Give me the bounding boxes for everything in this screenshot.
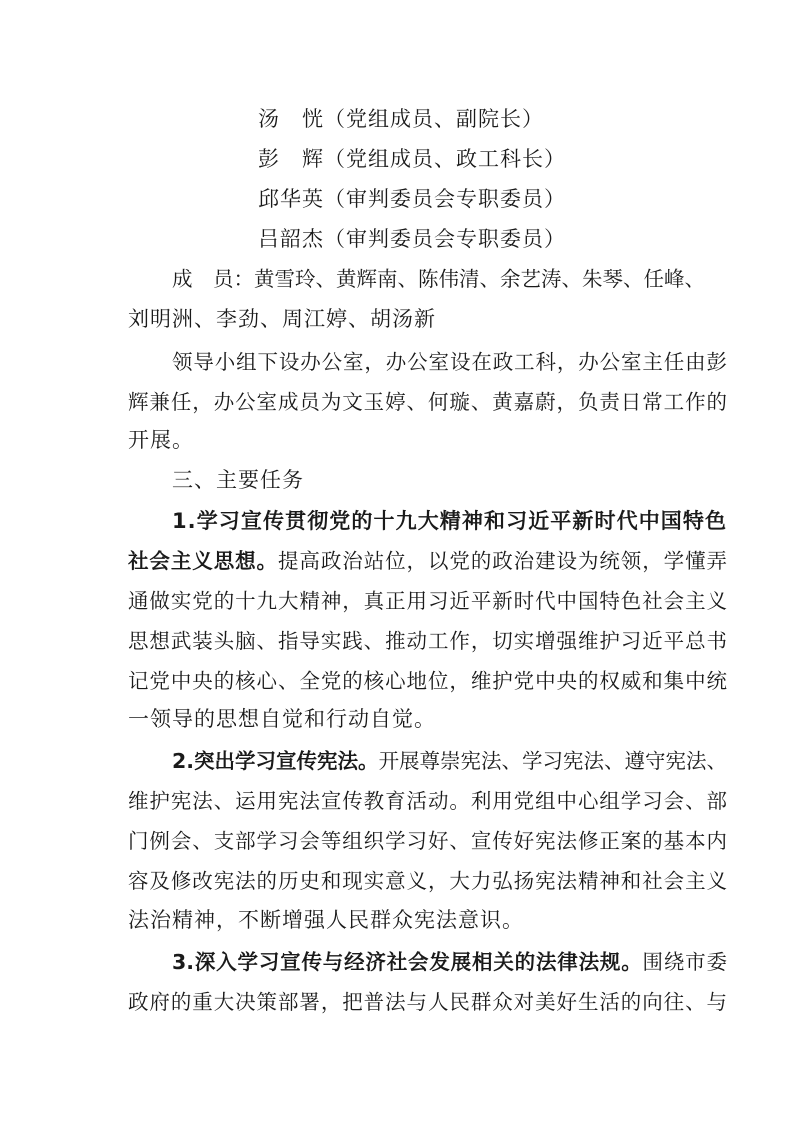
leader-role: （审判委员会专职委员）	[324, 187, 566, 211]
paragraph-line: 辉兼任，办公室成员为文玉婷、何璇、黄嘉蔚，负责日常工作的	[128, 390, 727, 414]
paragraph-line	[172, 748, 727, 774]
task-title: 社会主义思想。	[128, 549, 278, 573]
task-title: 3.深入学习宣传与经济社会发展相关的法律法规。	[172, 950, 643, 974]
paragraph-line	[172, 949, 727, 975]
paragraph-line: 领导小组下设办公室，办公室设在政工科，办公室主任由彭	[172, 350, 727, 374]
leader-row	[258, 186, 566, 212]
leader-name: 汤 恍	[258, 107, 324, 131]
leader-name: 吕韶杰	[258, 227, 324, 251]
task-text: 围绕市委	[642, 950, 727, 974]
leader-role: （党组成员、政工科长）	[324, 147, 566, 171]
paragraph-line: 容及修改宪法的历史和现实意义，大力弘扬宪法精神和社会主义	[128, 869, 727, 893]
task-text: 开展尊崇宪法、学习宪法、遵守宪法、	[378, 749, 728, 773]
members-line: 刘明洲、李劲、周江婷、胡汤新	[128, 307, 436, 331]
members-label: 成 员：	[172, 267, 254, 291]
leader-name: 彭 辉	[258, 147, 324, 171]
leader-role: （党组成员、副院长）	[324, 107, 544, 131]
leader-role: （审判委员会专职委员）	[324, 227, 566, 251]
leader-row	[258, 226, 566, 252]
task-title: 1.学习宣传贯彻党的十九大精神和习近平新时代中国特色	[172, 509, 727, 533]
paragraph-line: 门例会、支部学习会等组织学习好、宣传好宪法修正案的基本内	[128, 829, 727, 853]
paragraph-line	[128, 548, 727, 574]
members-line	[172, 266, 720, 292]
paragraph-line: 政府的重大决策部署，把普法与人民群众对美好生活的向往、与	[128, 990, 727, 1014]
section-heading: 三、主要任务	[172, 468, 304, 492]
members-list: 黄雪玲、黄辉南、陈伟清、余艺涛、朱琴、任峰、	[254, 267, 705, 291]
task-title: 2.突出学习宣传宪法。	[172, 749, 379, 773]
paragraph-line: 开展。	[128, 428, 194, 452]
paragraph-line: 维护宪法、运用宪法宣传教育活动。利用党组中心组学习会、部	[128, 789, 727, 813]
leader-name: 邱华英	[258, 187, 324, 211]
paragraph-line: 一领导的思想自觉和行动自觉。	[128, 707, 436, 731]
paragraph-line: 通做实党的十九大精神，真正用习近平新时代中国特色社会主义	[128, 589, 727, 613]
paragraph-line: 思想武装头脑、指导实践、推动工作，切实增强维护习近平总书	[128, 629, 727, 653]
leader-row	[258, 106, 544, 132]
task-text: 提高政治站位，以党的政治建设为统领，学懂弄	[277, 549, 728, 573]
leader-row	[258, 146, 566, 172]
paragraph-line: 记党中央的核心、全党的核心地位，维护党中央的权威和集中统	[128, 669, 727, 693]
paragraph-line: 法治精神，不断增强人民群众宪法意识。	[128, 908, 524, 932]
